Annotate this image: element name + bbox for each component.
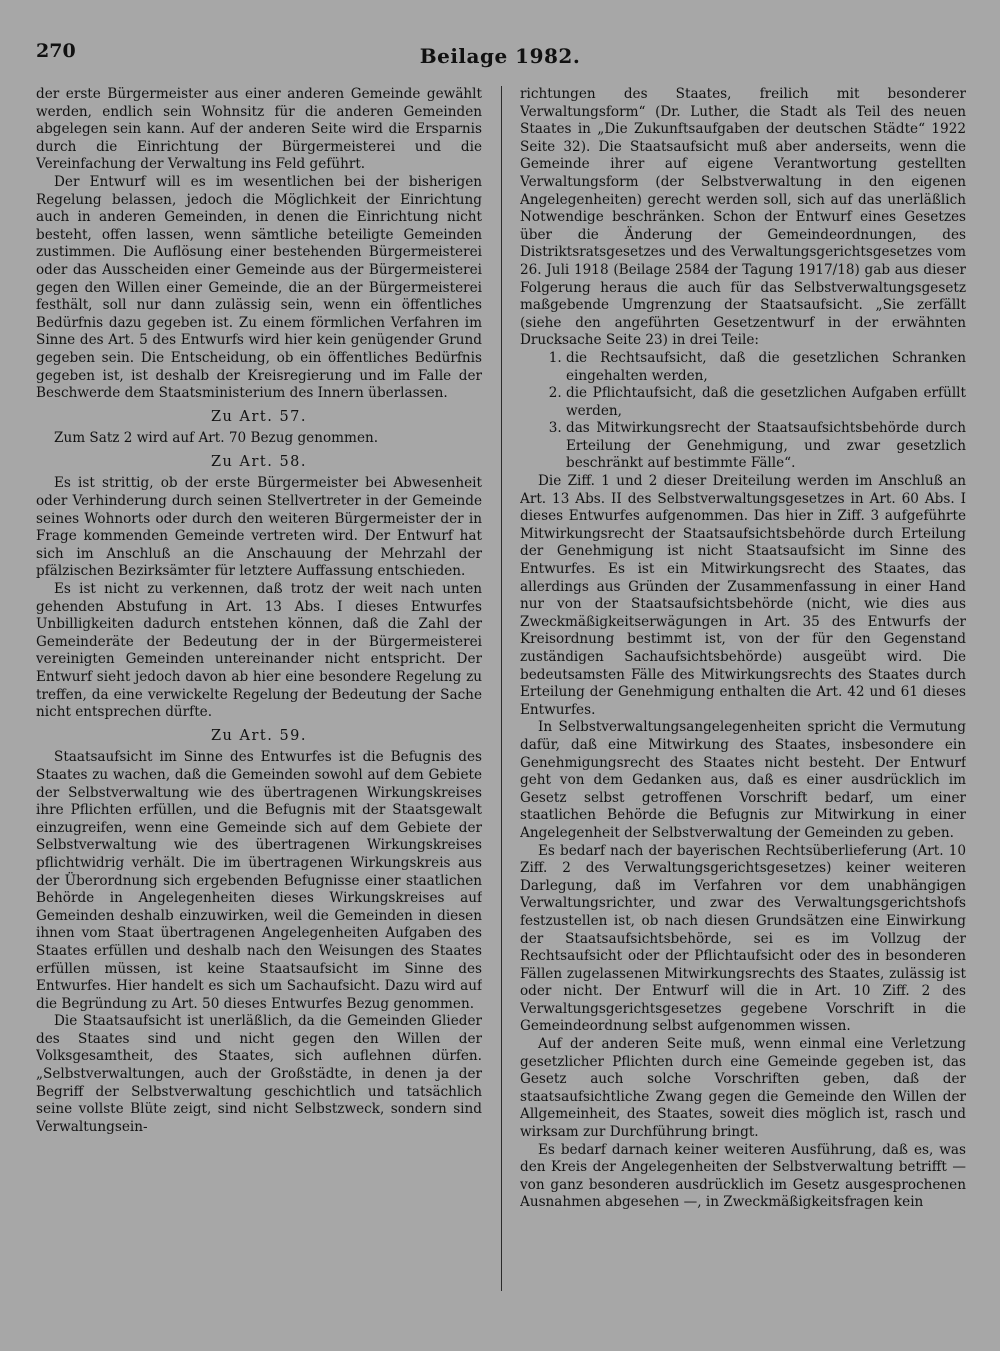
section-heading-art-59: Zu Art. 59. bbox=[210, 727, 308, 744]
list-item: 3. das Mitwirkungsrecht der Staatsaufsichtsbehörde durch Erteilung der Genehmigung, und zwar gesetzlich beschränkt auf bestimmte Fälle“. bbox=[566, 420, 966, 473]
paragraph: Auf der anderen Seite muß, wenn einmal eine Verletzung gesetzlicher Pflichten durch eine Gemeinde gegeben ist, das Gesetz auch solche Vorschriften geben, daß der staatsaufsichtliche Zwang gegen die Gemeinde den Willen der Allgemeinheit, des Staates, soweit dies möglich ist, rasch und wirksam zur Durchführung bringt. bbox=[520, 1036, 966, 1141]
paragraph: Es bedarf darnach keiner weiteren Ausführung, daß es, was den Kreis der Angelegenheiten der Selbstverwaltung betrifft — von ganz besonderen ausdrücklich im Gesetz ausgesprochenen Ausnahmen abgesehen —, in Zweckmäßigkeitsfragen kein bbox=[520, 1141, 966, 1211]
column-divider bbox=[501, 86, 502, 1291]
left-column bbox=[36, 86, 482, 1326]
list-item: 2. die Pflichtaufsicht, daß die gesetzlichen Aufgaben erfüllt werden, bbox=[566, 385, 966, 420]
paragraph: Die Ziff. 1 und 2 dieser Dreiteilung werden im Anschluß an Art. 13 Abs. II des Selbstverwaltungsgesetzes in Art. 60 Abs. I dieses Entwurfes aufgenommen. Das hier in Ziff. 3 aufgeführte Mitwirkungsrecht der Staatsaufsichtsbehörde durch Erteilung der Genehmigung ist nicht Staatsaufsicht im Sinne des Entwurfes. Es ist ein Mitwirkungsrecht des Staates, das allerdings aus Gründen der Zusammenfassung in einer Hand nur von der Staatsaufsichtsbehörde (nicht, wie dies aus Zweckmäßigkeitserwägungen in Art. 35 des Entwurfs der Kreisordnung bestimmt ist, von der für den Gegenstand zuständigen Sachaufsichtsbehörde) ausgeübt wird. Die bedeutsamsten Fälle des Mitwirkungsrechts des Staates durch Erteilung der Genehmigung enthalten die Art. 42 und 61 dieses Entwurfes. bbox=[520, 473, 966, 718]
page-title: Beilage 1982. bbox=[419, 44, 581, 68]
paragraph: In Selbstverwaltungsangelegenheiten spricht die Vermutung dafür, daß eine Mitwirkung des Staates, insbesondere ein Genehmigungsrecht des Staates nicht besteht. Der Entwurf geht von dem Gedanken aus, daß es einer ausdrücklich im Gesetz selbst getroffenen Vorschrift bedarf, um einer staatlichen Behörde die Befugnis zur Mitwirkung in einer Angelegenheit der Selbstverwaltung der Gemeinden zu geben. bbox=[520, 719, 966, 841]
page-number: 270 bbox=[36, 40, 76, 62]
supervision-list bbox=[520, 350, 966, 473]
paragraph: Staatsaufsicht im Sinne des Entwurfes ist die Befugnis des Staates zu wachen, daß die Gemeinden sowohl auf dem Gebiete der Selbstverwaltung wie des übertragenen Wirkungskreises ihre Pflichten erfüllen, und die Befugnis mit der Staatsgewalt einzugreifen, wenn eine Gemeinde sich auf dem Gebiete der Selbstverwaltung wie des übertragenen Wirkungskreises pflichtwidrig verhält. Die im übertragenen Wirkungskreis aus der Überordnung sich ergebenden Befugnisse einer staatlichen Behörde in Angelegenheiten dieses Wirkungskreises auf Gemeinden deshalb einzuwirken, weil die Gemeinden in diesen ihnen vom Staat übertragenen Angelegenheiten Aufgaben des Staates erfüllen und deshalb nach den Weisungen des Staates erfüllen müssen, ist keine Staatsaufsicht im Sinne des Entwurfes. Hier handelt es sich um Sachaufsicht. Dazu wird auf die Begründung zu Art. 50 dieses Entwurfes Bezug genommen. bbox=[36, 749, 482, 1012]
paragraph: Der Entwurf will es im wesentlichen bei der bisherigen Regelung belassen, jedoch die Möglichkeit der Einrichtung auch in anderen Gemeinden, in denen die Einrichtung nicht besteht, offen lassen, wenn sämtliche beteiligte Gemeinden zustimmen. Die Auflösung einer bestehenden Bürgermeisterei oder das Ausscheiden einer Gemeinde aus der Bürgermeisterei gegen den Willen einer Gemeinde, die an der Bürgermeisterei festhält, soll nur dann zulässig sein, wenn ein öffentliches Bedürfnis dazu gegeben ist. Zu einem förmlichen Verfahren im Sinne des Art. 5 des Entwurfs wird hier kein genügender Grund gegeben sein. Die Entscheidung, ob ein öffentliches Bedürfnis gegeben ist, ist deshalb der Kreisregierung und im Falle der Beschwerde dem Staatsministerium des Innern überlassen. bbox=[36, 173, 482, 402]
section-heading-art-57: Zu Art. 57. bbox=[210, 408, 308, 425]
paragraph: der erste Bürgermeister aus einer anderen Gemeinde gewählt werden, endlich sein Wohnsitz für die anderen Gemeinden abgelegen sein kann. Auf der anderen Seite wird die Ersparnis durch die Einrichtung der Bürgermeisterei und die Vereinfachung der Verwaltung ins Feld geführt. bbox=[36, 86, 482, 173]
right-column bbox=[520, 86, 966, 1326]
section-heading-art-58: Zu Art. 58. bbox=[210, 453, 308, 470]
paragraph: Es ist strittig, ob der erste Bürgermeister bei Abwesenheit oder Verhinderung durch seinen Stellvertreter in der Gemeinde seines Wohnorts oder durch den weiteren Bürgermeister der in Frage kommenden Gemeinde vertreten wird. Der Entwurf hat sich im Anschluß an die Anschauung der Mehrzahl der pfälzischen Bezirksämter für letztere Auffassung entschieden. bbox=[36, 475, 482, 580]
paragraph: Zum Satz 2 wird auf Art. 70 Bezug genommen. bbox=[54, 430, 379, 447]
list-item: 1. die Rechtsaufsicht, daß die gesetzlichen Schranken eingehalten werden, bbox=[566, 350, 966, 385]
paragraph: Es ist nicht zu verkennen, daß trotz der weit nach unten gehenden Abstufung in Art. 13 Abs. I dieses Entwurfes Unbilligkeiten dadurch entstehen können, daß die Zahl der Gemeinderäte der Bedeutung der in der Bürgermeisterei vereinigten Gemeinden untereinander nicht entspricht. Der Entwurf sieht jedoch davon ab hier eine besondere Regelung zu treffen, da eine verwickelte Regelung der Bedeutung der Sache nicht entsprechen dürfte. bbox=[36, 581, 482, 721]
paragraph: Es bedarf nach der bayerischen Rechtsüberlieferung (Art. 10 Ziff. 2 des Verwaltungsgerichtsgesetzes) keiner weiteren Darlegung, daß im Verfahren vor dem unabhängigen Verwaltungsrichter, und zwar des Verwaltungsgerichtshofs festzustellen ist, ob nach diesen Grundsätzen eine Einwirkung der Staatsaufsichtsbehörde, sei es im Vollzug der Rechtsaufsicht oder der Pflichtaufsicht oder des in besonderen Fällen zugelassenen Mitwirkungsrechts des Staates, zulässig ist oder nicht. Der Entwurf will die in Art. 10 Ziff. 2 des Verwaltungsgerichtsgesetzes gegebene Vorschrift in die Gemeindeordnung selbst aufgenommen wissen. bbox=[520, 842, 966, 1035]
paragraph: Die Staatsaufsicht ist unerläßlich, da die Gemeinden Glieder des Staates sind und nicht gegen den Willen der Volksgesamtheit, des Staates, sich auflehnen dürfen. „Selbstverwaltungen, auch der Großstädte, in denen ja der Begriff der Selbstverwaltung geschichtlich und tatsächlich seine vollste Blüte zeigt, sind nicht Selbstzweck, sondern sind Verwaltungsein- bbox=[36, 1013, 482, 1135]
paragraph: richtungen des Staates, freilich mit besonderer Verwaltungsform“ (Dr. Luther, die Stadt als Teil des neuen Staates in „Die Zukunftsaufgaben der deutschen Städte“ 1922 Seite 32). Die Staatsaufsicht muß aber anderseits, wenn die Gemeinde ihrer auf eigene Verantwortung gestellten Verwaltungsform (der Selbstverwaltung in den eigenen Angelegenheiten) gerecht werden soll, sich auf das unerläßlich Notwendige beschränken. Schon der Entwurf eines Gesetzes über die Änderung der Gemeindeordnungen, des Distriktsratsgesetzes und des Verwaltungsgerichtsgesetzes vom 26. Juli 1918 (Beilage 2584 der Tagung 1917/18) gab aus dieser Folgerung heraus die auch für das Selbstverwaltungsgesetz maßgebende Umgrenzung der Staatsaufsicht. „Sie zerfällt (siehe den angeführten Gesetzentwurf in der erwähnten Drucksache Seite 23) in drei Teile: bbox=[520, 86, 966, 349]
